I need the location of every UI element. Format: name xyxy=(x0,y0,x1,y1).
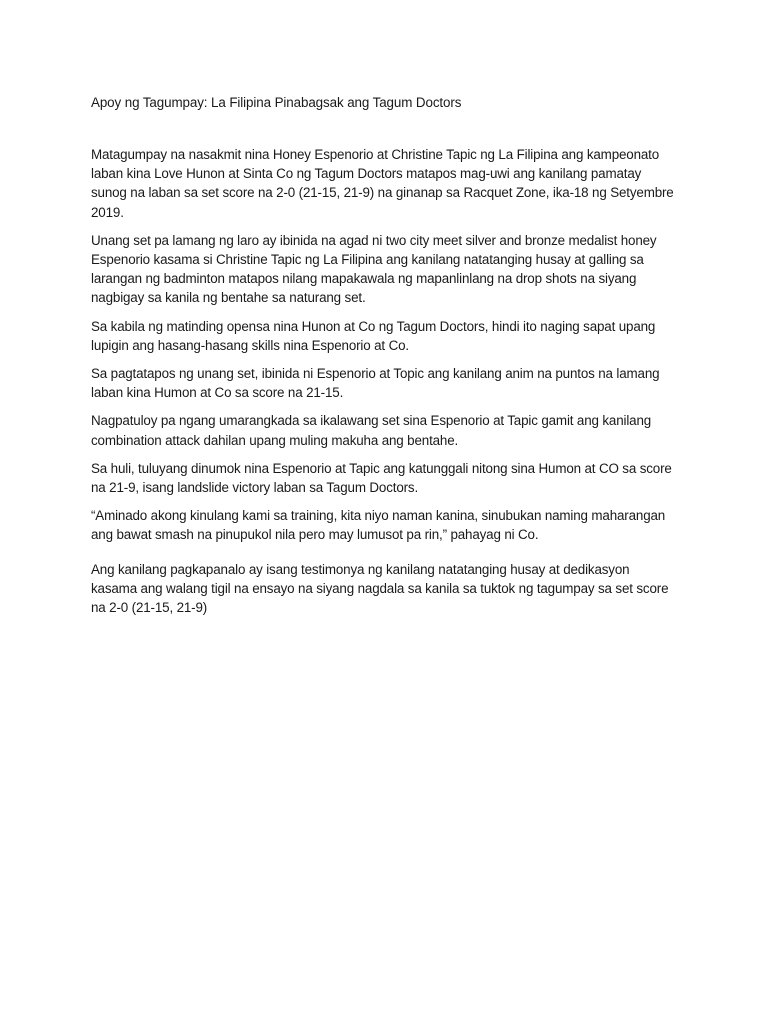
paragraph-3: Sa kabila ng matinding opensa nina Hunon at Co ng Tagum Doctors, hindi ito naging sapat upang lupigin ang hasang-hasang skills nina Espenorio at Co. xyxy=(91,318,656,353)
paragraph-4: Sa pagtatapos ng unang set, ibinida ni Espenorio at Topic ang kanilang anim na puntos na lamang laban kina Humon at Co sa score na 21-15. xyxy=(91,366,660,401)
paragraph-2: Unang set pa lamang ng laro ay ibinida na agad ni two city meet silver and bronze medalist honey Espenorio kasama si Christine Tapic ng La Filipina ang kanilang natatanging husay at galling sa larangan ng badminton matapos nilang mapakawala ng mapanlinlang na drop shots na siyang nagbigay sa kanila ng bentahe sa naturang set. xyxy=(91,232,657,306)
paragraph-5: Nagpatuloy pa ngang umarangkada sa ikalawang set sina Espenorio at Tapic gamit ang kanilang combination attack dahilan upang muling makuha ang bentahe. xyxy=(91,413,652,448)
document-title: Apoy ng Tagumpay: La Filipina Pinabagsak ang Tagum Doctors xyxy=(91,95,462,110)
paragraph-6: Sa huli, tuluyang dinumok nina Espenorio at Tapic ang katunggali nitong sina Humon at CO sa score na 21-9, isang landslide victory laban sa Tagum Doctors. xyxy=(91,460,672,496)
paragraph-8: Ang kanilang pagkapanalo ay isang testimonya ng kanilang natatanging husay at dedikasyon kasama ang walang tigil na ensayo na siyang nagdala sa kanila sa tuktok ng tagumpay sa set score na 2-0 (21-15, 21-9) xyxy=(91,561,669,616)
paragraph-1: Matagumpay na nasakmit nina Honey Espenorio at Christine Tapic ng La Filipina ang kampeonato laban kina Love Hunon at Sinta Co ng Tagum Doctors matapos mag-uwi ang kanilang pamatay sunog na laban sa set score na 2-0 (21-15, 21-9) na ginanap sa Racquet Zone, ika-18 ng Setyembre 2019. xyxy=(91,147,674,220)
paragraph-7-quote: “Aminado akong kinulang kami sa training, kita niyo naman kanina, sinubukan naming maharangan ang bawat smash na pinupukol nila pero may lumusot pa rin,” pahayag ni Co. xyxy=(91,508,666,543)
